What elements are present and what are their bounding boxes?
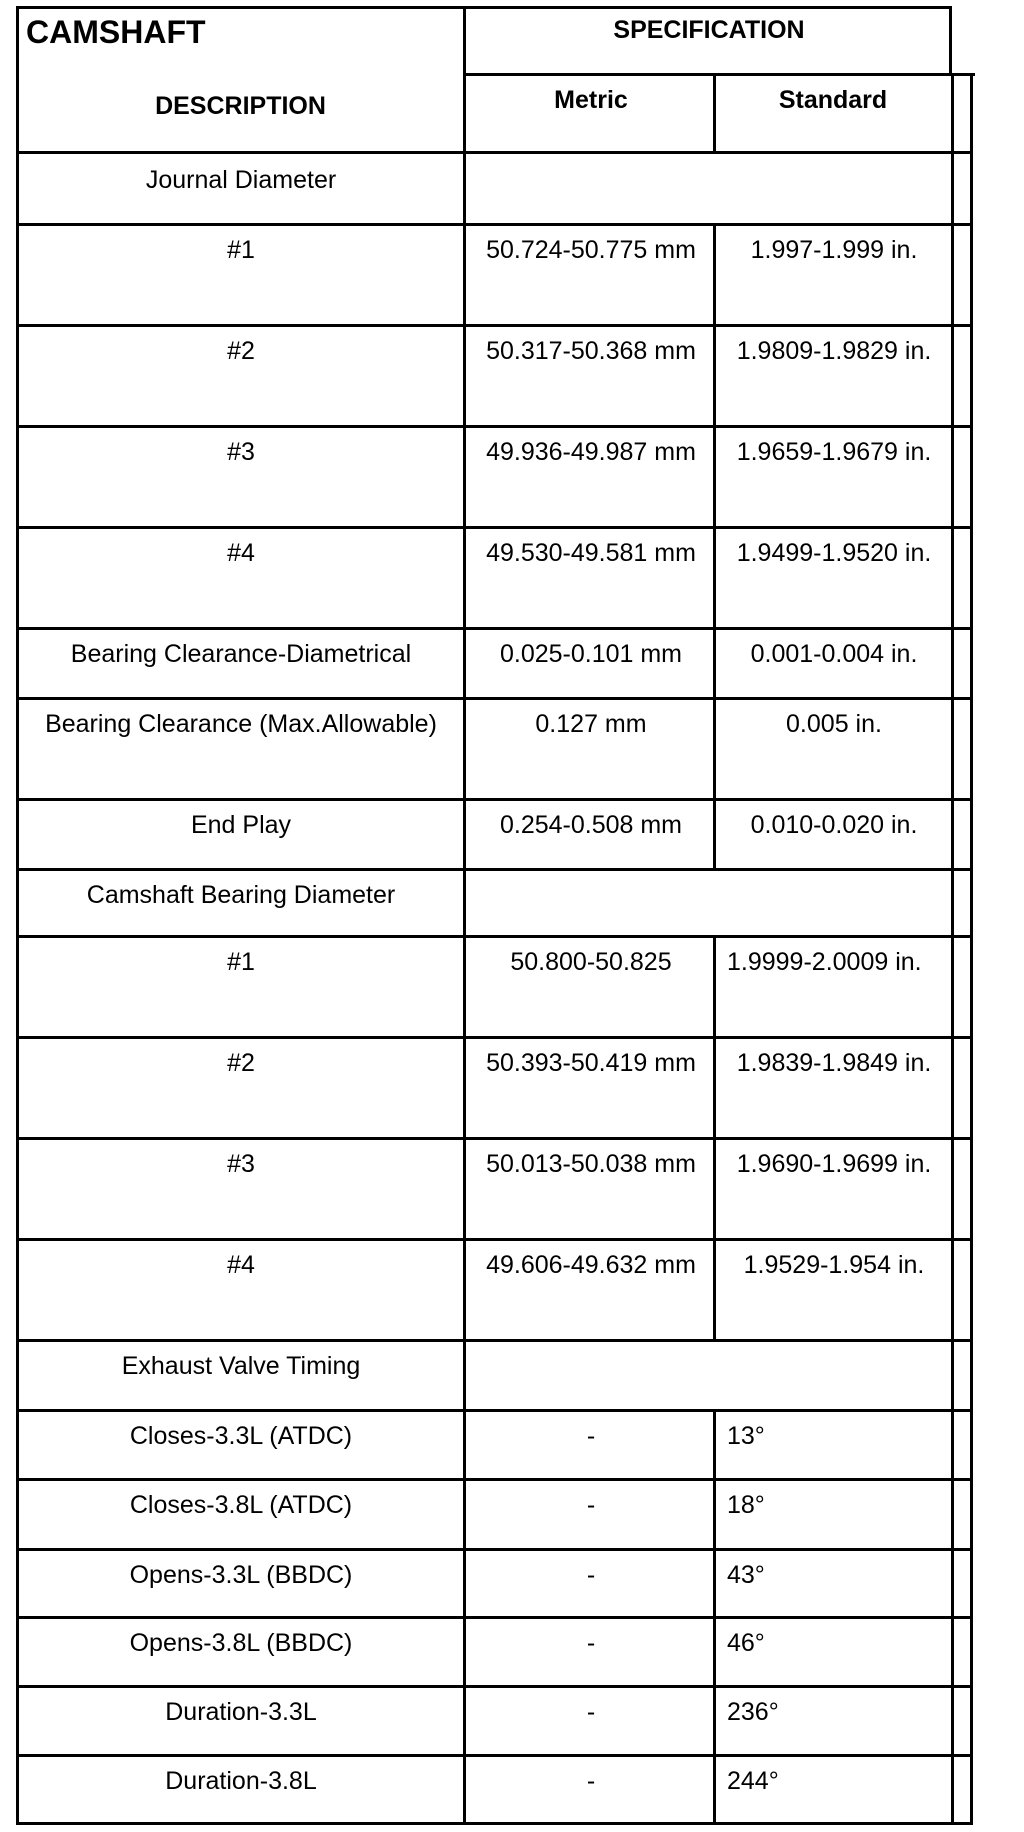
cell-metric: 0.025-0.101 mm	[499, 640, 683, 668]
cell-metric: 50.317-50.368 mm	[486, 337, 696, 365]
cell-description: Duration-3.3L	[165, 1698, 317, 1726]
cell-standard: 13°	[727, 1422, 765, 1450]
divider-metric-standard	[713, 1410, 716, 1479]
cell-standard: 43°	[727, 1561, 765, 1589]
border-left	[16, 6, 19, 1825]
cell-description: #3	[227, 438, 255, 466]
divider-metric-standard	[713, 426, 716, 527]
cell-standard: 0.005 in.	[786, 710, 882, 738]
cell-standard: 18°	[727, 1491, 765, 1519]
cell-standard: 1.9839-1.9849 in.	[736, 1049, 932, 1077]
row-separator	[16, 935, 973, 938]
border-right-cap	[951, 73, 973, 76]
cell-standard: 46°	[727, 1629, 765, 1657]
cell-metric: -	[586, 1422, 596, 1450]
cell-metric: 50.800-50.825	[510, 948, 672, 976]
table-title: CAMSHAFT	[26, 14, 206, 50]
divider-metric-standard	[713, 1138, 716, 1239]
cell-metric: 0.254-0.508 mm	[499, 811, 683, 839]
divider-metric-standard	[713, 1617, 716, 1686]
divider-metric-standard	[713, 325, 716, 426]
cell-standard: 244°	[727, 1767, 779, 1795]
divider-metric-standard	[713, 1239, 716, 1340]
row-separator	[16, 798, 973, 801]
cell-standard: 0.010-0.020 in.	[750, 811, 918, 839]
cell-description: Opens-3.3L (BBDC)	[129, 1561, 353, 1589]
cell-standard: 1.9659-1.9679 in.	[736, 438, 932, 466]
cell-description: Journal Diameter	[145, 166, 337, 194]
border-right-outer	[970, 73, 973, 1825]
divider-metric-standard	[713, 1686, 716, 1755]
cell-metric: 50.724-50.775 mm	[486, 236, 696, 264]
cell-metric: -	[586, 1561, 596, 1589]
cell-description: Bearing Clearance (Max.Allowable)	[45, 710, 437, 738]
cell-description: Duration-3.8L	[165, 1767, 317, 1795]
row-separator	[16, 627, 973, 630]
cell-description: End Play	[190, 811, 292, 839]
divider-header-ms	[713, 73, 716, 154]
row-separator	[16, 1238, 973, 1241]
row-separator	[16, 1754, 973, 1757]
divider-metric-standard	[713, 1549, 716, 1617]
row-separator	[16, 1478, 973, 1481]
cell-standard: 1.9499-1.9520 in.	[736, 539, 932, 567]
divider-metric-standard	[713, 1037, 716, 1138]
row-separator	[16, 1339, 973, 1342]
row-separator	[16, 1548, 973, 1551]
row-separator	[16, 697, 973, 700]
cell-metric: 50.393-50.419 mm	[486, 1049, 696, 1077]
cell-metric: 49.606-49.632 mm	[486, 1251, 696, 1279]
row-separator	[16, 868, 973, 871]
cell-description: Exhaust Valve Timing	[121, 1352, 361, 1380]
cell-standard: 236°	[727, 1698, 779, 1726]
cell-metric: 49.936-49.987 mm	[486, 438, 696, 466]
cell-metric: 49.530-49.581 mm	[486, 539, 696, 567]
cell-description: Closes-3.8L (ATDC)	[129, 1491, 353, 1519]
cell-standard: 0.001-0.004 in.	[750, 640, 918, 668]
cell-description: #1	[227, 236, 255, 264]
cell-description: #3	[227, 1150, 255, 1178]
divider-metric-standard	[713, 799, 716, 869]
metric-header: Metric	[554, 86, 628, 114]
border-bottom	[16, 1822, 973, 1825]
cell-metric: 0.127 mm	[535, 710, 647, 738]
divider-metric-standard	[713, 628, 716, 698]
divider-description	[463, 6, 466, 1825]
cell-description: #2	[227, 1049, 255, 1077]
cell-standard: 1.9999-2.0009 in.	[727, 948, 922, 976]
divider-metric-standard	[713, 1479, 716, 1549]
cell-description: #4	[227, 539, 255, 567]
cell-description: #2	[227, 337, 255, 365]
cell-description: Bearing Clearance-Diametrical	[70, 640, 412, 668]
standard-header: Standard	[778, 86, 888, 114]
cell-description: Closes-3.3L (ATDC)	[129, 1422, 353, 1450]
description-header: DESCRIPTION	[155, 92, 326, 120]
border-right-top	[949, 6, 952, 76]
divider-metric-standard	[713, 698, 716, 799]
cell-standard: 1.997-1.999 in.	[750, 236, 918, 264]
row-separator	[16, 1616, 973, 1619]
divider-metric-standard	[713, 527, 716, 628]
cell-standard: 1.9529-1.954 in.	[743, 1251, 925, 1279]
row-separator	[16, 526, 973, 529]
row-separator	[16, 1137, 973, 1140]
specification-header: SPECIFICATION	[613, 16, 805, 44]
border-top	[16, 6, 951, 9]
cell-metric: -	[586, 1698, 596, 1726]
cell-description: #1	[227, 948, 255, 976]
divider-metric-standard	[713, 936, 716, 1037]
cell-metric: -	[586, 1767, 596, 1795]
row-separator	[16, 324, 973, 327]
row-separator	[16, 223, 973, 226]
divider-metric-standard	[713, 1755, 716, 1823]
cell-metric: 50.013-50.038 mm	[486, 1150, 696, 1178]
cell-standard: 1.9809-1.9829 in.	[736, 337, 932, 365]
cell-standard: 1.9690-1.9699 in.	[736, 1150, 932, 1178]
header-bottom	[16, 151, 973, 154]
cell-metric: -	[586, 1491, 596, 1519]
cell-description: Camshaft Bearing Diameter	[86, 881, 396, 909]
cell-description: #4	[227, 1251, 255, 1279]
cell-description: Opens-3.8L (BBDC)	[129, 1629, 353, 1657]
spec-underline	[463, 73, 975, 76]
border-right-inner	[951, 73, 954, 1825]
row-separator	[16, 1036, 973, 1039]
row-separator	[16, 1409, 973, 1412]
row-separator	[16, 425, 973, 428]
cell-metric: -	[586, 1629, 596, 1657]
divider-metric-standard	[713, 224, 716, 325]
row-separator	[16, 1685, 973, 1688]
